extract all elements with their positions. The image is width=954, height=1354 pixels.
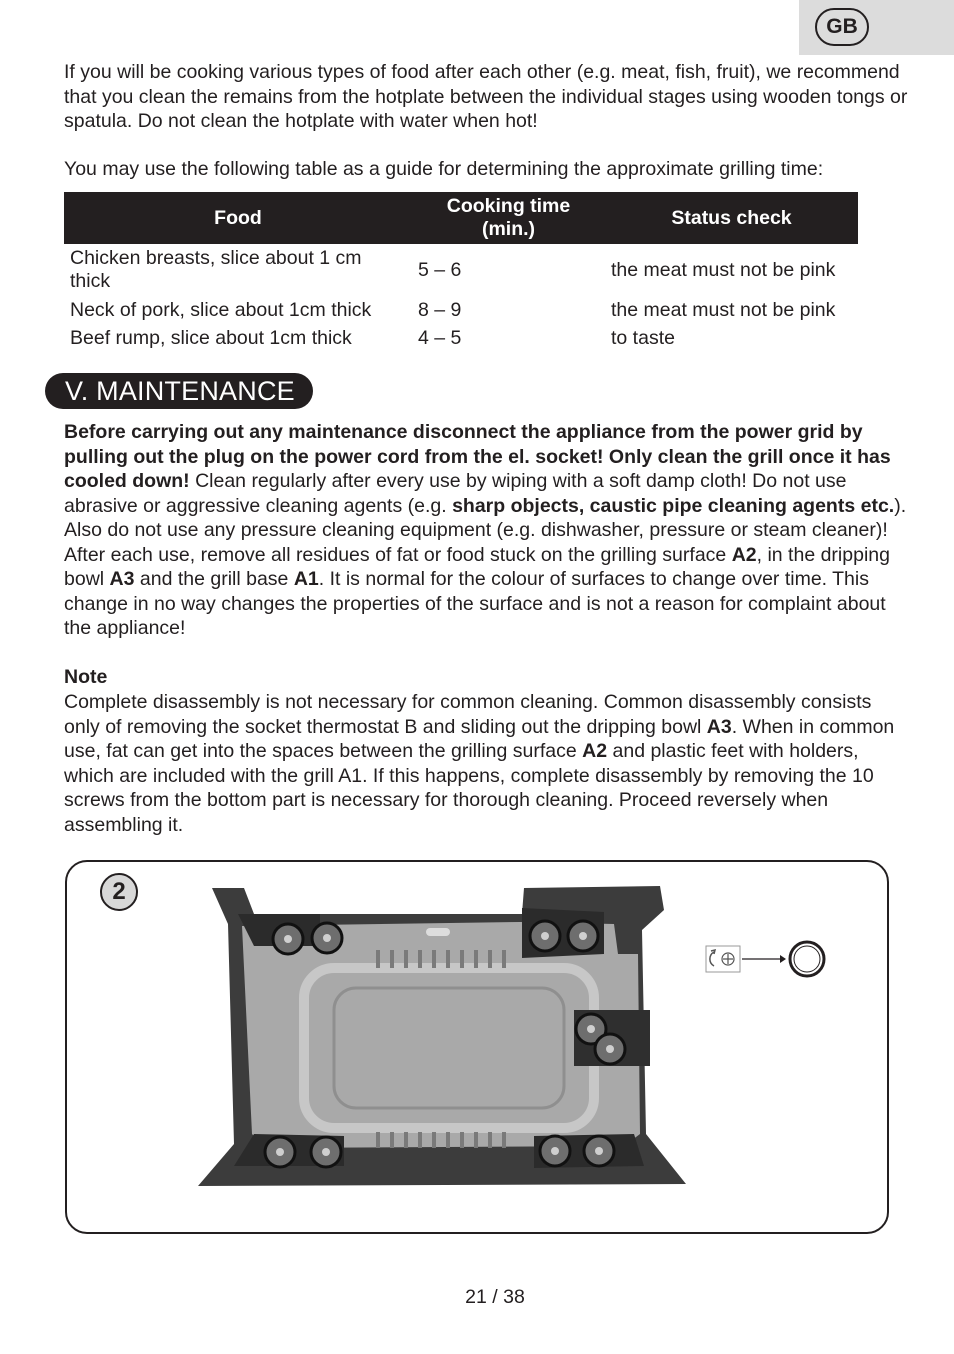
arrow-right-icon [742, 955, 786, 963]
page-number: 21 / 38 [465, 1286, 525, 1308]
note-paragraph: Complete disassembly is not necessary for common cleaning. Common disassembly consists only of removing the socket thermostat B and sliding out the dripping bowl A3. When in common use, fat can get into the spaces between the grilling surface A2 and plastic feet with holders, which are included with the grill A1. If this happens, complete disassembly by removing the 10 screws from the bottom part is necessary for thorough cleaning. Proceed reversely when assembling it. [64, 691, 895, 836]
screw-marker-circle-icon [790, 942, 824, 976]
table-header-row [64, 192, 858, 244]
maintenance-warning: Before carrying out any maintenance disconnect the appliance from the power grid by pulling out the plug on the power cord from the el. socket! Only clean the grill once it has cooled down! [64, 421, 891, 492]
cell-status-check: the meat must not be pink [611, 298, 836, 321]
table-row [64, 296, 858, 324]
ref-a2: A2 [731, 543, 757, 566]
cell-food: Neck of pork, slice about 1cm thick [70, 298, 372, 321]
ref-a2: A2 [582, 740, 608, 762]
header-status-check: Status check [605, 192, 858, 244]
table-intro-paragraph: You may use the following table as a guide for determining the approximate grilling time: [64, 158, 824, 180]
grill-underside-illustration [194, 884, 690, 1190]
cell-food: Beef rump, slice about 1cm thick [70, 326, 352, 349]
header-food: Food [64, 192, 412, 244]
cell-cooking-time: 5 – 6 [418, 258, 462, 281]
cell-cooking-time: 8 – 9 [418, 298, 462, 321]
cell-food: Chicken breasts, slice about 1 cm thick [70, 247, 362, 292]
cell-cooking-time: 4 – 5 [418, 326, 462, 349]
note-title: Note [64, 666, 108, 688]
figure-number: 2 [100, 873, 138, 911]
table-row [64, 324, 858, 352]
intro-paragraph: If you will be cooking various types of food after each other (e.g. meat, fish, fruit), we recommend that you clean the remains from the hotplate between the individual stages using wooden tongs or spatula. Do not clean the hotplate with water when hot! [64, 61, 908, 132]
maintenance-paragraph: Before carrying out any maintenance disconnect the appliance from the power grid by pulling out the plug on the power cord from the el. socket! Only clean the grill once it has cooled down! Clean regularly after every use by wiping with a soft damp cloth! Do not use abrasive or aggressive cleaning agents (e.g. sharp objects, caustic pipe cleaning agents etc.). Also do not use any pressure cleaning equipment (e.g. dishwasher, pressure or steam cleaner)! After each use, remove all residues of fat or food stuck on the grilling surface A2, in the dripping bowl A3 and the grill base A1. It is normal for the colour of surfaces to change over time. This change in no way changes the properties of the surface and is not a reason for complaint about the appliance! [64, 421, 907, 639]
cell-status-check: to taste [611, 326, 675, 349]
language-tab [799, 0, 954, 55]
cell-status-check: the meat must not be pink [611, 258, 836, 281]
language-badge: GB [815, 8, 869, 46]
table-row [64, 244, 858, 296]
ref-a3: A3 [706, 715, 732, 738]
header-cooking-time: Cooking time (min.) [412, 192, 605, 244]
ref-a3: A3 [109, 568, 135, 590]
screw-removal-legend [704, 938, 830, 980]
section-heading: V. MAINTENANCE [45, 373, 313, 409]
grilling-time-table [64, 192, 858, 352]
ref-a1: A1 [293, 568, 319, 590]
